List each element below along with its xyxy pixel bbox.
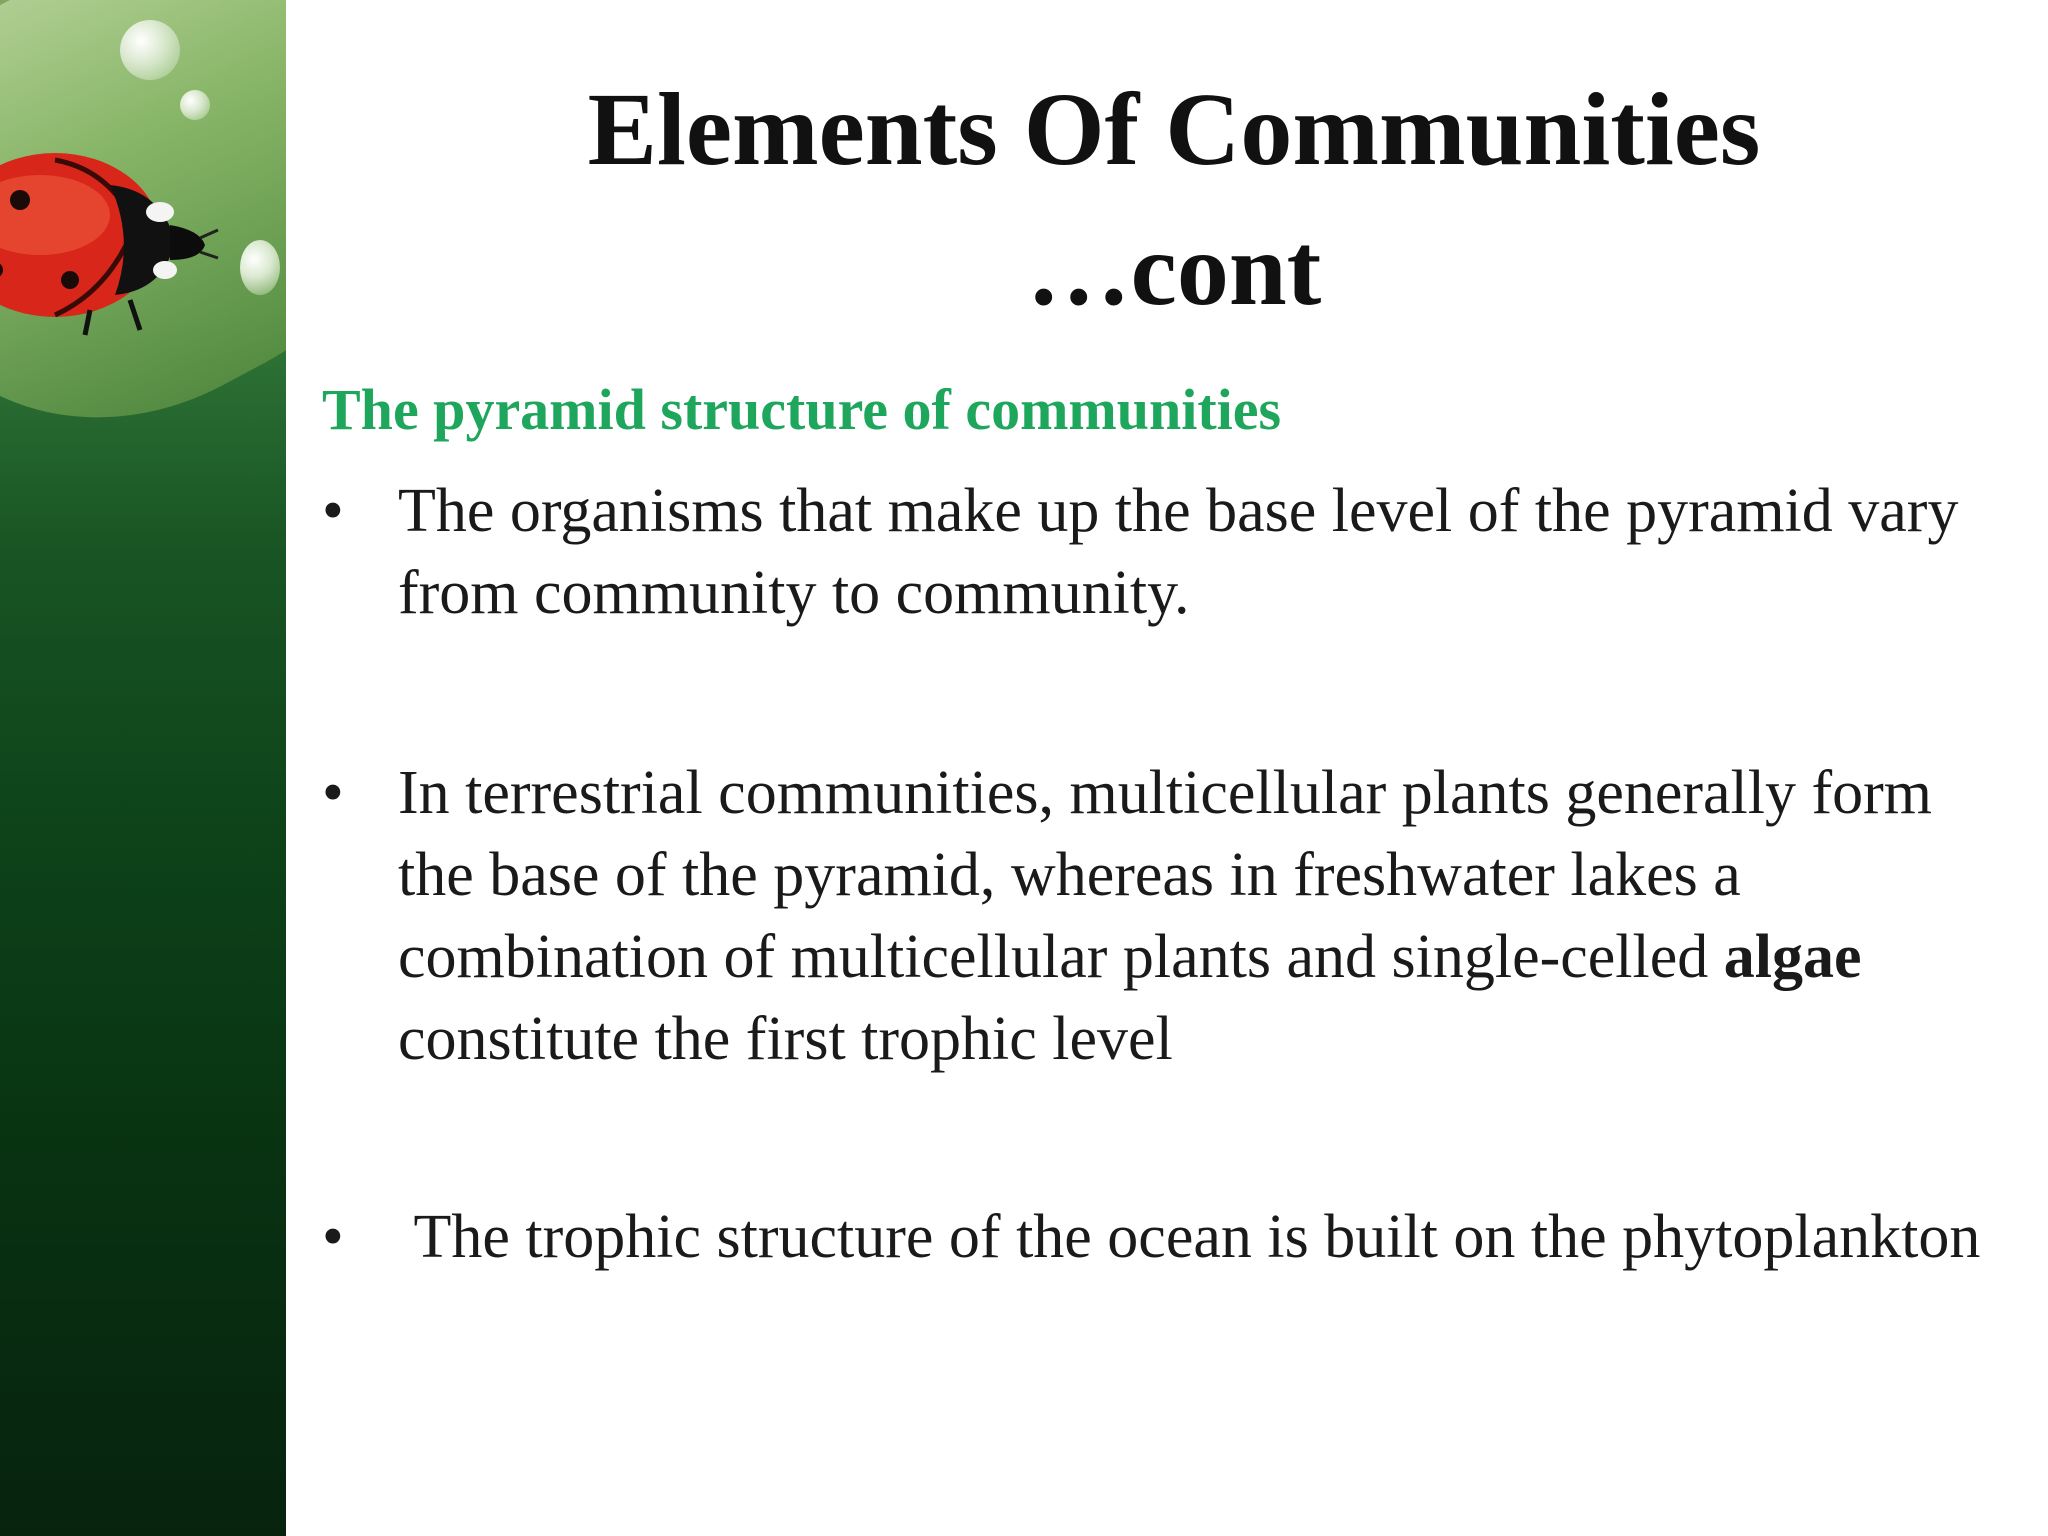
bullet-marker: • [322, 759, 344, 827]
bullet-text-after: constitute the first trophic level [398, 1005, 1173, 1073]
bullet-marker: • [322, 477, 344, 545]
slide-title [300, 60, 2048, 340]
water-drop [120, 20, 180, 80]
bullet-item [322, 1196, 1980, 1278]
bullet-bold-term: algae [1723, 923, 1862, 991]
water-drop [180, 90, 210, 120]
bullet-marker: • [322, 1203, 344, 1271]
title-line-2: …cont [1026, 212, 1322, 327]
bullet-item [322, 470, 2002, 634]
water-drop [240, 240, 280, 295]
bullet-text: The organisms that make up the base level of the pyramid vary from community to community. [398, 477, 1959, 627]
title-line-1: Elements Of Communities [587, 72, 1761, 187]
ladybug-icon [0, 130, 220, 340]
bullet-text: The trophic structure of the ocean is built on the phytoplankton [398, 1203, 1981, 1271]
side-decoration-panel [0, 0, 286, 1536]
bullet-text-before: In terrestrial communities, multicellular plants generally form the base of the pyramid, whereas in freshwater lakes a combination of multicellular plants and single-celled [398, 759, 1933, 991]
panel-shadow [0, 300, 286, 1536]
section-heading: The pyramid structure of communities [322, 377, 1282, 442]
bullet-item [322, 752, 2002, 1080]
